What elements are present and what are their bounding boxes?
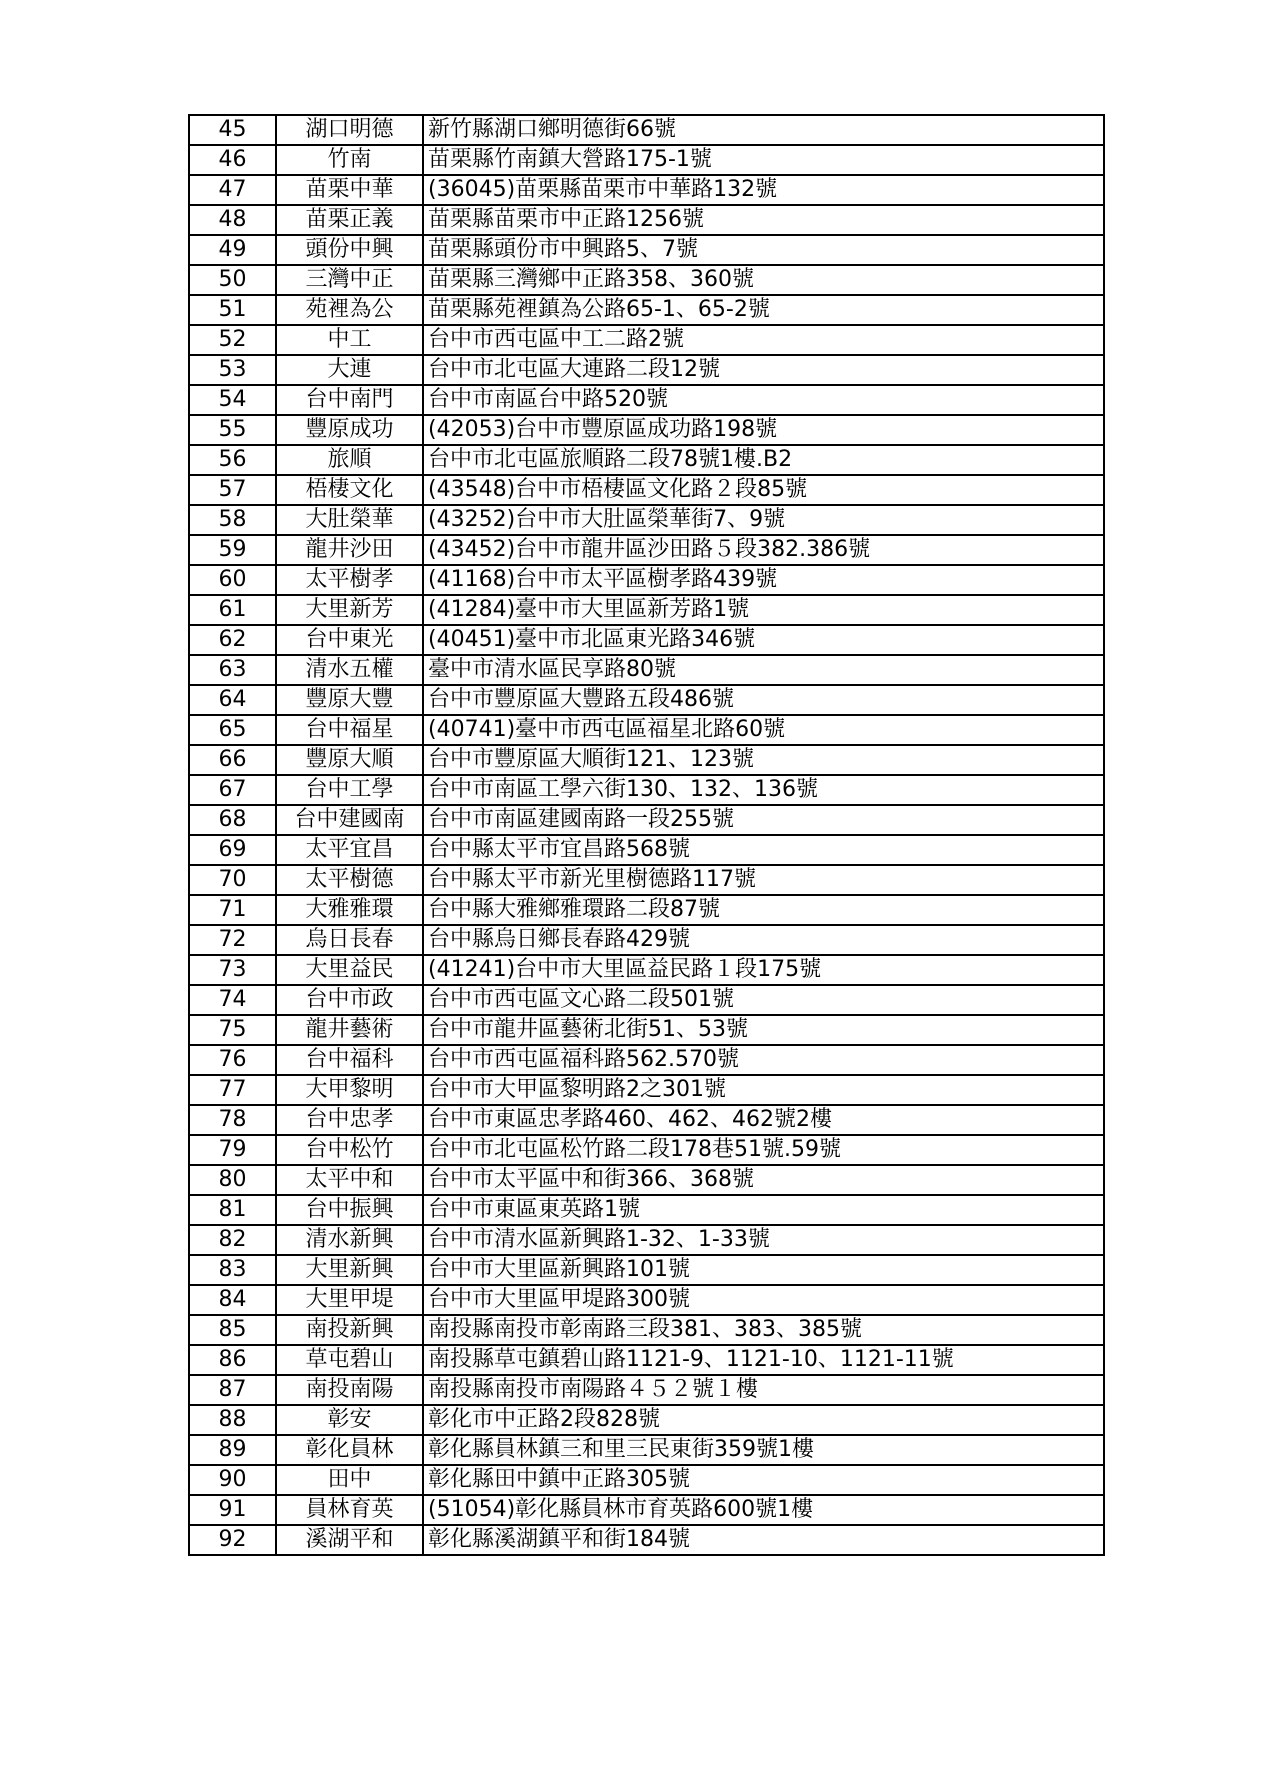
store-address: (43548)台中市梧棲區文化路２段85號 xyxy=(423,475,1104,505)
store-address: 台中市太平區中和街366、368號 xyxy=(423,1165,1104,1195)
store-address: 台中市豐原區大順街121、123號 xyxy=(423,745,1104,775)
store-name: 台中忠孝 xyxy=(276,1105,423,1135)
row-number: 88 xyxy=(189,1405,276,1435)
store-name: 竹南 xyxy=(276,145,423,175)
table-row xyxy=(189,1255,1104,1285)
store-name: 台中福科 xyxy=(276,1045,423,1075)
table-row xyxy=(189,1525,1104,1555)
table-row xyxy=(189,1375,1104,1405)
store-address: 台中縣太平市新光里樹德路117號 xyxy=(423,865,1104,895)
row-number: 72 xyxy=(189,925,276,955)
store-address: (41241)台中市大里區益民路１段175號 xyxy=(423,955,1104,985)
store-address: (43452)台中市龍井區沙田路５段382.386號 xyxy=(423,535,1104,565)
store-name: 台中南門 xyxy=(276,385,423,415)
store-name: 清水五權 xyxy=(276,655,423,685)
store-address: (41168)台中市太平區樹孝路439號 xyxy=(423,565,1104,595)
store-name: 大里新興 xyxy=(276,1255,423,1285)
table-row xyxy=(189,445,1104,475)
store-name: 三灣中正 xyxy=(276,265,423,295)
store-name: 豐原大順 xyxy=(276,745,423,775)
store-address: (42053)台中市豐原區成功路198號 xyxy=(423,415,1104,445)
table-row xyxy=(189,535,1104,565)
table-body xyxy=(189,115,1104,1555)
store-name: 烏日長春 xyxy=(276,925,423,955)
store-name: 中工 xyxy=(276,325,423,355)
table-row xyxy=(189,865,1104,895)
table-row xyxy=(189,1045,1104,1075)
store-name: 台中市政 xyxy=(276,985,423,1015)
row-number: 61 xyxy=(189,595,276,625)
store-address: 彰化縣員林鎮三和里三民東街359號1樓 xyxy=(423,1435,1104,1465)
table-row xyxy=(189,955,1104,985)
table-row xyxy=(189,265,1104,295)
row-number: 47 xyxy=(189,175,276,205)
row-number: 65 xyxy=(189,715,276,745)
row-number: 85 xyxy=(189,1315,276,1345)
row-number: 69 xyxy=(189,835,276,865)
table-row xyxy=(189,775,1104,805)
row-number: 75 xyxy=(189,1015,276,1045)
row-number: 50 xyxy=(189,265,276,295)
store-address: (40741)臺中市西屯區福星北路60號 xyxy=(423,715,1104,745)
table-row xyxy=(189,745,1104,775)
store-address: 台中市南區建國南路一段255號 xyxy=(423,805,1104,835)
store-address: 臺中市清水區民享路80號 xyxy=(423,655,1104,685)
row-number: 55 xyxy=(189,415,276,445)
store-address: 台中市北屯區旅順路二段78號1樓.B2 xyxy=(423,445,1104,475)
store-name: 南投新興 xyxy=(276,1315,423,1345)
table-row xyxy=(189,565,1104,595)
store-name: 台中工學 xyxy=(276,775,423,805)
store-name: 草屯碧山 xyxy=(276,1345,423,1375)
row-number: 67 xyxy=(189,775,276,805)
row-number: 79 xyxy=(189,1135,276,1165)
store-address: 彰化市中正路2段828號 xyxy=(423,1405,1104,1435)
row-number: 63 xyxy=(189,655,276,685)
store-address: 彰化縣溪湖鎮平和街184號 xyxy=(423,1525,1104,1555)
table-row xyxy=(189,1435,1104,1465)
store-name: 豐原大豐 xyxy=(276,685,423,715)
row-number: 80 xyxy=(189,1165,276,1195)
row-number: 53 xyxy=(189,355,276,385)
row-number: 76 xyxy=(189,1045,276,1075)
store-address: 南投縣南投市南陽路４５２號１樓 xyxy=(423,1375,1104,1405)
store-address: (41284)臺中市大里區新芳路1號 xyxy=(423,595,1104,625)
store-name: 龍井藝術 xyxy=(276,1015,423,1045)
table-row xyxy=(189,1195,1104,1225)
store-address: (51054)彰化縣員林市育英路600號1樓 xyxy=(423,1495,1104,1525)
store-name: 豐原成功 xyxy=(276,415,423,445)
table-row xyxy=(189,895,1104,925)
table-row xyxy=(189,1405,1104,1435)
row-number: 83 xyxy=(189,1255,276,1285)
table-row xyxy=(189,1165,1104,1195)
store-address: 台中市豐原區大豐路五段486號 xyxy=(423,685,1104,715)
store-address: 台中市西屯區文心路二段501號 xyxy=(423,985,1104,1015)
row-number: 64 xyxy=(189,685,276,715)
row-number: 90 xyxy=(189,1465,276,1495)
row-number: 77 xyxy=(189,1075,276,1105)
store-address: (36045)苗栗縣苗栗市中華路132號 xyxy=(423,175,1104,205)
store-name: 太平中和 xyxy=(276,1165,423,1195)
store-name: 大雅雅環 xyxy=(276,895,423,925)
store-name: 彰化員林 xyxy=(276,1435,423,1465)
table-row xyxy=(189,505,1104,535)
table-row xyxy=(189,175,1104,205)
table-row xyxy=(189,625,1104,655)
store-name: 大甲黎明 xyxy=(276,1075,423,1105)
store-address: 新竹縣湖口鄉明德街66號 xyxy=(423,115,1104,145)
store-name: 太平樹孝 xyxy=(276,565,423,595)
store-name: 旅順 xyxy=(276,445,423,475)
row-number: 87 xyxy=(189,1375,276,1405)
store-name: 湖口明德 xyxy=(276,115,423,145)
store-address: 台中市西屯區中工二路2號 xyxy=(423,325,1104,355)
table-row xyxy=(189,235,1104,265)
store-address: 台中市東區東英路1號 xyxy=(423,1195,1104,1225)
store-address: 苗栗縣苑裡鎮為公路65-1、65-2號 xyxy=(423,295,1104,325)
row-number: 89 xyxy=(189,1435,276,1465)
store-name: 大里新芳 xyxy=(276,595,423,625)
table-row xyxy=(189,355,1104,385)
store-address: 南投縣草屯鎮碧山路1121-9、1121-10、1121-11號 xyxy=(423,1345,1104,1375)
store-address: 台中縣太平市宜昌路568號 xyxy=(423,835,1104,865)
table-row xyxy=(189,655,1104,685)
store-address: (40451)臺中市北區東光路346號 xyxy=(423,625,1104,655)
row-number: 68 xyxy=(189,805,276,835)
store-name: 大連 xyxy=(276,355,423,385)
store-address: 台中市大里區甲堤路300號 xyxy=(423,1285,1104,1315)
row-number: 56 xyxy=(189,445,276,475)
store-name: 清水新興 xyxy=(276,1225,423,1255)
row-number: 73 xyxy=(189,955,276,985)
row-number: 91 xyxy=(189,1495,276,1525)
row-number: 59 xyxy=(189,535,276,565)
table-row xyxy=(189,1225,1104,1255)
row-number: 78 xyxy=(189,1105,276,1135)
table-row xyxy=(189,115,1104,145)
store-name: 台中建國南 xyxy=(276,805,423,835)
store-address: 苗栗縣三灣鄉中正路358、360號 xyxy=(423,265,1104,295)
table-row xyxy=(189,325,1104,355)
table-row xyxy=(189,715,1104,745)
store-address: 台中縣烏日鄉長春路429號 xyxy=(423,925,1104,955)
row-number: 66 xyxy=(189,745,276,775)
table-row xyxy=(189,1345,1104,1375)
table-row xyxy=(189,595,1104,625)
table-row xyxy=(189,1495,1104,1525)
row-number: 60 xyxy=(189,565,276,595)
store-name: 頭份中興 xyxy=(276,235,423,265)
store-address-table xyxy=(188,114,1105,1556)
store-address: 苗栗縣苗栗市中正路1256號 xyxy=(423,205,1104,235)
store-name: 梧棲文化 xyxy=(276,475,423,505)
store-address: (43252)台中市大肚區榮華街7、9號 xyxy=(423,505,1104,535)
row-number: 70 xyxy=(189,865,276,895)
store-address: 台中縣大雅鄉雅環路二段87號 xyxy=(423,895,1104,925)
row-number: 54 xyxy=(189,385,276,415)
table-row xyxy=(189,1135,1104,1165)
store-name: 溪湖平和 xyxy=(276,1525,423,1555)
table-row xyxy=(189,1465,1104,1495)
table-row xyxy=(189,1105,1104,1135)
store-address: 台中市北屯區松竹路二段178巷51號.59號 xyxy=(423,1135,1104,1165)
store-address: 苗栗縣竹南鎮大營路175-1號 xyxy=(423,145,1104,175)
store-address: 台中市南區工學六街130、132、136號 xyxy=(423,775,1104,805)
store-name: 龍井沙田 xyxy=(276,535,423,565)
store-address: 台中市北屯區大連路二段12號 xyxy=(423,355,1104,385)
store-name: 台中松竹 xyxy=(276,1135,423,1165)
table-row xyxy=(189,805,1104,835)
store-name: 苗栗正義 xyxy=(276,205,423,235)
store-address: 彰化縣田中鎮中正路305號 xyxy=(423,1465,1104,1495)
table-row xyxy=(189,295,1104,325)
row-number: 46 xyxy=(189,145,276,175)
row-number: 74 xyxy=(189,985,276,1015)
store-name: 台中東光 xyxy=(276,625,423,655)
store-name: 太平樹德 xyxy=(276,865,423,895)
store-address: 台中市大里區新興路101號 xyxy=(423,1255,1104,1285)
row-number: 82 xyxy=(189,1225,276,1255)
store-name: 苑裡為公 xyxy=(276,295,423,325)
store-name: 大里益民 xyxy=(276,955,423,985)
store-address: 台中市龍井區藝術北街51、53號 xyxy=(423,1015,1104,1045)
row-number: 62 xyxy=(189,625,276,655)
table-row xyxy=(189,685,1104,715)
store-name: 田中 xyxy=(276,1465,423,1495)
table-row xyxy=(189,1285,1104,1315)
store-name: 南投南陽 xyxy=(276,1375,423,1405)
store-address: 台中市東區忠孝路460、462、462號2樓 xyxy=(423,1105,1104,1135)
store-name: 苗栗中華 xyxy=(276,175,423,205)
store-address: 台中市大甲區黎明路2之301號 xyxy=(423,1075,1104,1105)
row-number: 71 xyxy=(189,895,276,925)
store-name: 員林育英 xyxy=(276,1495,423,1525)
table-row xyxy=(189,985,1104,1015)
store-address: 台中市清水區新興路1-32、1-33號 xyxy=(423,1225,1104,1255)
table-row xyxy=(189,475,1104,505)
row-number: 57 xyxy=(189,475,276,505)
table-row xyxy=(189,205,1104,235)
store-name: 彰安 xyxy=(276,1405,423,1435)
row-number: 81 xyxy=(189,1195,276,1225)
row-number: 86 xyxy=(189,1345,276,1375)
table-row xyxy=(189,385,1104,415)
store-name: 太平宜昌 xyxy=(276,835,423,865)
store-address: 苗栗縣頭份市中興路5、7號 xyxy=(423,235,1104,265)
row-number: 51 xyxy=(189,295,276,325)
table-row xyxy=(189,415,1104,445)
store-address: 南投縣南投市彰南路三段381、383、385號 xyxy=(423,1315,1104,1345)
table-row xyxy=(189,925,1104,955)
store-address: 台中市南區台中路520號 xyxy=(423,385,1104,415)
table-row xyxy=(189,1315,1104,1345)
table-row xyxy=(189,1075,1104,1105)
row-number: 52 xyxy=(189,325,276,355)
store-name: 台中福星 xyxy=(276,715,423,745)
store-name: 台中振興 xyxy=(276,1195,423,1225)
table-row xyxy=(189,1015,1104,1045)
row-number: 45 xyxy=(189,115,276,145)
row-number: 92 xyxy=(189,1525,276,1555)
store-address: 台中市西屯區福科路562.570號 xyxy=(423,1045,1104,1075)
row-number: 58 xyxy=(189,505,276,535)
row-number: 49 xyxy=(189,235,276,265)
table-row xyxy=(189,145,1104,175)
store-name: 大肚榮華 xyxy=(276,505,423,535)
table-row xyxy=(189,835,1104,865)
row-number: 84 xyxy=(189,1285,276,1315)
store-name: 大里甲堤 xyxy=(276,1285,423,1315)
row-number: 48 xyxy=(189,205,276,235)
